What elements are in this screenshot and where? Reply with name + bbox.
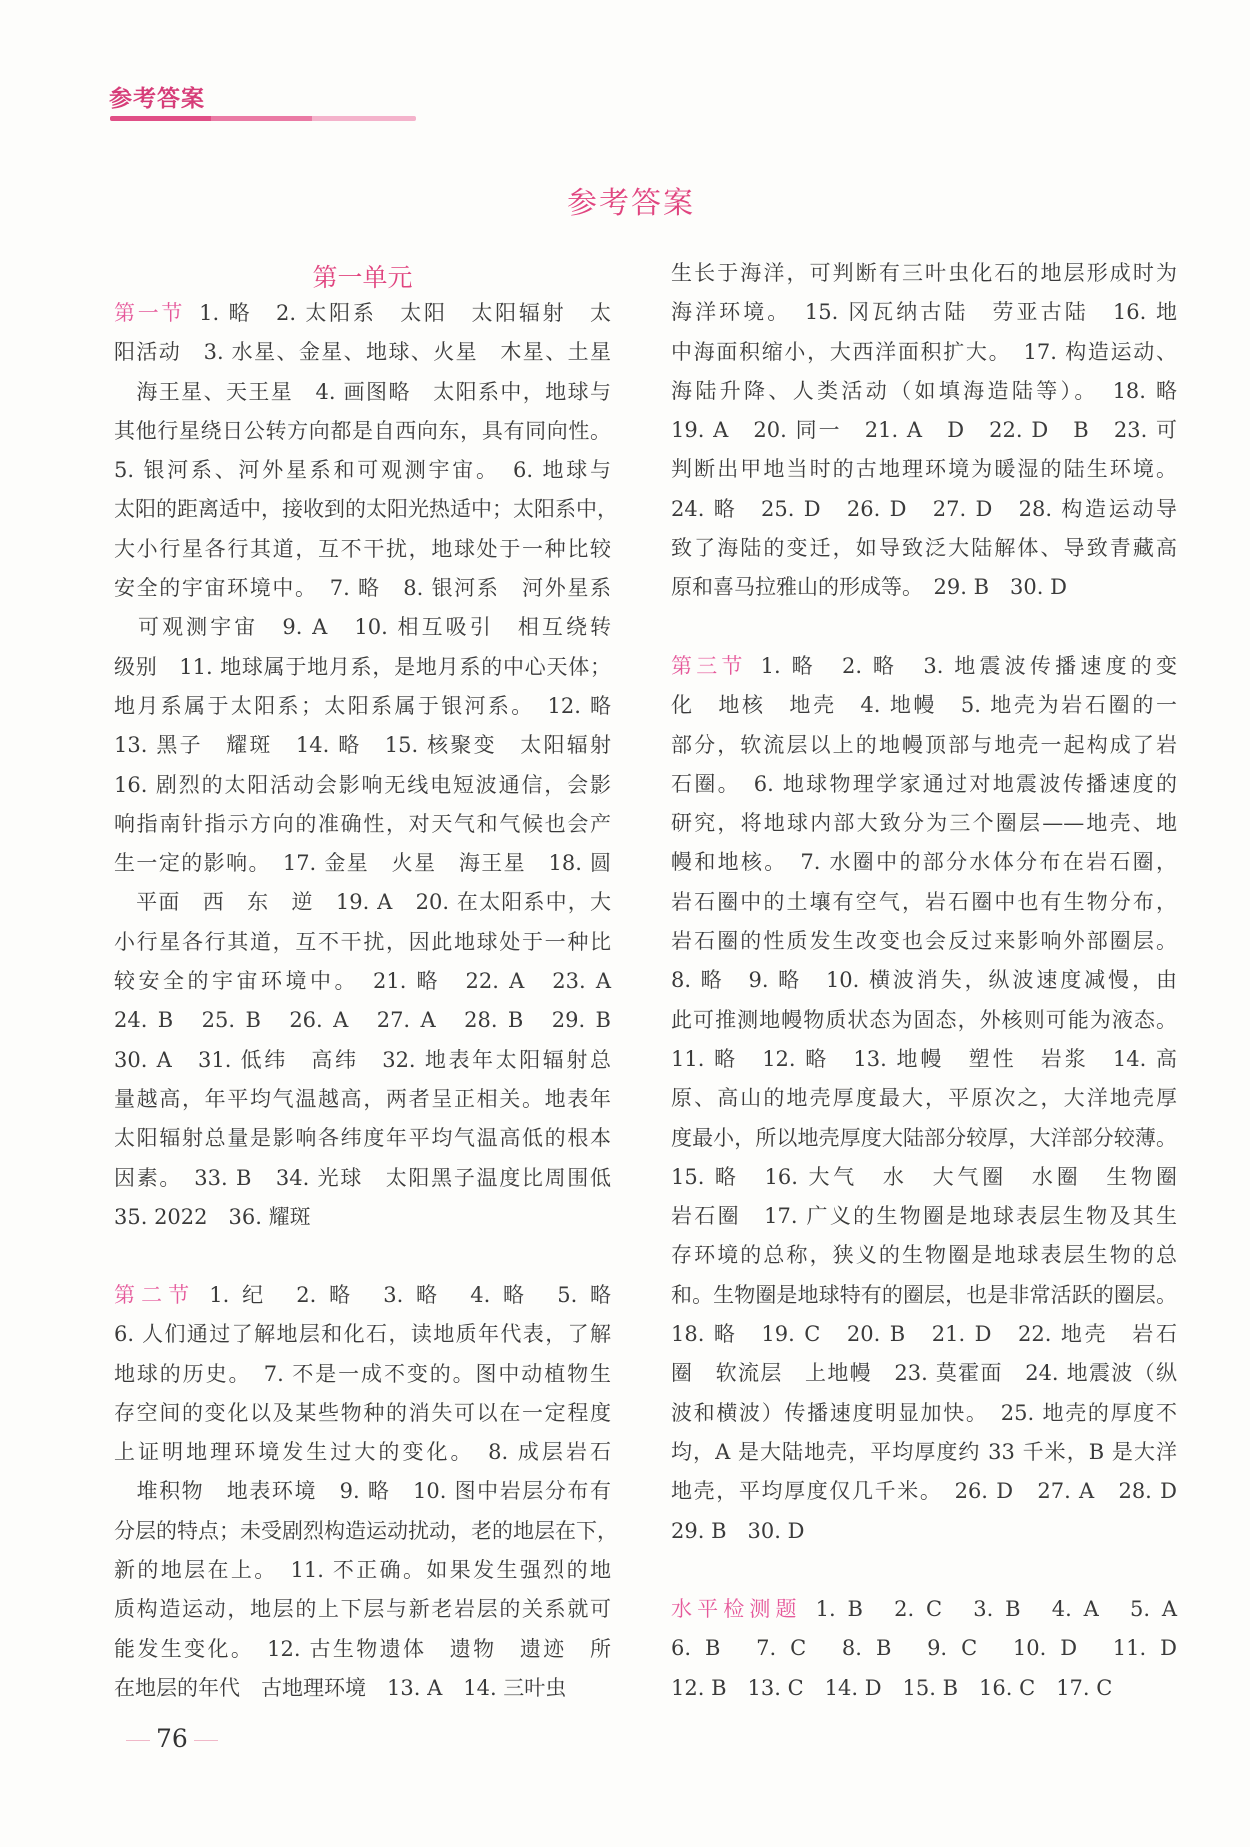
answer-text: 可观测宇宙 9. A 10. 相互吸引 相互绕转 bbox=[114, 615, 611, 640]
answer-text: 13. 黑子 耀斑 14. 略 15. 核聚变 太阳辐射 bbox=[114, 733, 611, 758]
answer-text: 岩石圈的性质发生改变也会反过来影响外部圈层。 bbox=[671, 929, 1177, 954]
answer-text: 存空间的变化以及某些物种的消失可以在一定程度 bbox=[114, 1400, 611, 1425]
answer-text: 8. 略 9. 略 10. 横波消失，纵波速度减慢，由 bbox=[671, 968, 1177, 993]
answer-line bbox=[114, 1080, 611, 1119]
answer-text: 地壳，平均厚度仅几千米。 26. D 27. A 28. D bbox=[671, 1479, 1177, 1504]
section-2-answers-continued bbox=[671, 254, 1177, 608]
answer-text: 6. 人们通过了解地层和化石，读地质年代表，了解 bbox=[114, 1322, 611, 1347]
answer-text: 太阳的距离适中，接收到的太阳光热适中；太阳系中， bbox=[114, 497, 618, 522]
answer-text: 和。生物圈是地球特有的圈层，也是非常活跃的圈层。 bbox=[671, 1282, 1177, 1307]
answer-text: 地月系属于太阳系；太阳系属于银河系。 12. 略 bbox=[114, 693, 611, 718]
answer-text: 海陆升降、人类活动（如填海造陆等）。 18. 略 bbox=[671, 378, 1177, 403]
answer-line bbox=[671, 568, 1177, 607]
answer-text: 大小行星各行其道，互不干扰，地球处于一种比较 bbox=[114, 536, 611, 561]
answer-text: 1. 略 2. 太阳系 太阳 太阳辐射 太 bbox=[199, 301, 612, 325]
answer-line bbox=[114, 530, 611, 569]
answer-line bbox=[114, 1394, 611, 1433]
answer-line bbox=[114, 883, 611, 922]
answer-text: 致了海陆的变迁，如导致泛大陆解体、导致青藏高 bbox=[671, 536, 1177, 561]
section-label: 第一节 bbox=[114, 301, 186, 325]
answer-line bbox=[671, 1119, 1177, 1158]
answer-text: 此可推测地幔物质状态为固态，外核则可能为液态。 bbox=[671, 1007, 1177, 1032]
answer-line bbox=[671, 765, 1177, 804]
answer-line bbox=[114, 1119, 611, 1158]
answer-text: 安全的宇宙环境中。 7. 略 8. 银河系 河外星系 bbox=[114, 576, 611, 601]
answer-text: 级别 11. 地球属于地月系，是地月系的中心天体； bbox=[114, 654, 611, 679]
answer-line bbox=[671, 1472, 1177, 1511]
answer-text: 15. 略 16. 大气 水 大气圈 水圈 生物圈 bbox=[671, 1164, 1177, 1189]
answer-text: 1. B 2. C 3. B 4. A 5. A bbox=[815, 1597, 1177, 1621]
answer-text: 中海面积缩小，大西洋面积扩大。 17. 构造运动、 bbox=[671, 339, 1177, 364]
page-number bbox=[120, 1724, 224, 1753]
answer-line bbox=[114, 1512, 618, 1551]
answer-line bbox=[114, 1159, 611, 1198]
answer-text: 上证明地理环境发生过大的变化。 8. 成层岩石 bbox=[114, 1440, 611, 1465]
answer-text: 12. B 13. C 14. D 15. B 16. C 17. C bbox=[671, 1675, 1113, 1700]
page-title: 参考答案 bbox=[567, 186, 695, 221]
answer-text: 研究，将地球内部大致分为三个圈层——地壳、地 bbox=[671, 811, 1177, 836]
answer-text: 1. 纪 2. 略 3. 略 4. 略 5. 略 bbox=[209, 1283, 612, 1307]
answer-line bbox=[671, 922, 1177, 961]
answer-line bbox=[114, 1198, 611, 1237]
answer-line bbox=[671, 961, 1177, 1000]
answer-text: 24. 略 25. D 26. D 27. D 28. 构造运动导 bbox=[671, 496, 1177, 521]
running-header: 参考答案 bbox=[109, 86, 205, 112]
header-accent-bar bbox=[110, 116, 416, 121]
answer-line bbox=[671, 293, 1177, 332]
answer-line bbox=[114, 962, 611, 1001]
answer-text: 18. 略 19. C 20. B 21. D 22. 地壳 岩石 bbox=[671, 1322, 1177, 1347]
section-1-answers bbox=[114, 294, 618, 1237]
answer-line bbox=[671, 333, 1177, 372]
answer-text: 石圈。 6. 地球物理学家通过对地震波传播速度的 bbox=[671, 771, 1177, 796]
answer-line bbox=[114, 490, 618, 529]
answer-line bbox=[114, 805, 611, 844]
answer-line bbox=[671, 647, 1177, 686]
answer-text: 化 地核 地壳 4. 地幔 5. 地壳为岩石圈的一 bbox=[671, 693, 1177, 718]
answer-text: 原和喜马拉雅山的形成等。 29. B 30. D bbox=[671, 575, 1067, 600]
answer-text: 新的地层在上。 11. 不正确。如果发生强烈的地 bbox=[114, 1558, 611, 1583]
answer-text: 5. 银河系、河外星系和可观测宇宙。 6. 地球与 bbox=[114, 458, 611, 483]
answer-line bbox=[114, 1590, 611, 1629]
answer-line bbox=[671, 372, 1177, 411]
answer-line bbox=[671, 1315, 1177, 1354]
answer-line bbox=[114, 1472, 611, 1511]
page-number-rule-left bbox=[126, 1740, 150, 1741]
answer-text: 6. B 7. C 8. B 9. C 10. D 11. D bbox=[671, 1636, 1177, 1661]
answer-line bbox=[671, 529, 1177, 568]
answer-line bbox=[671, 1197, 1177, 1236]
answer-text: 存环境的总称，狭义的生物圈是地球表层生物的总 bbox=[671, 1243, 1177, 1268]
answer-line bbox=[671, 1276, 1177, 1315]
answer-line bbox=[671, 804, 1177, 843]
answer-text: 平面 西 东 逆 19. A 20. 在太阳系中，大 bbox=[114, 890, 611, 915]
answer-text: 生一定的影响。 17. 金星 火星 海王星 18. 圆 bbox=[114, 851, 611, 876]
answer-line bbox=[671, 1158, 1177, 1197]
answer-line bbox=[671, 883, 1177, 922]
section-label: 第三节 bbox=[671, 654, 747, 678]
answer-line bbox=[114, 1001, 611, 1040]
answer-text: 海王星、天王星 4. 画图略 太阳系中，地球与 bbox=[114, 379, 611, 404]
page-number-text: 76 bbox=[156, 1724, 188, 1753]
answer-text: 海洋环境。 15. 冈瓦纳古陆 劳亚古陆 16. 地 bbox=[671, 300, 1177, 325]
answer-line bbox=[114, 1276, 611, 1315]
answer-text: 堆积物 地表环境 9. 略 10. 图中岩层分布有 bbox=[114, 1479, 611, 1504]
answer-text: 29. B 30. D bbox=[671, 1518, 805, 1543]
answer-line bbox=[671, 254, 1177, 293]
answer-line bbox=[114, 569, 611, 608]
answer-text: 30. A 31. 低纬 高纬 32. 地表年太阳辐射总 bbox=[114, 1047, 611, 1072]
answer-line bbox=[114, 923, 611, 962]
answer-line bbox=[671, 1590, 1177, 1629]
answer-line bbox=[114, 687, 611, 726]
answer-text: 质构造运动，地层的上下层与新老岩层的关系就可 bbox=[114, 1597, 611, 1622]
section-2-answers bbox=[114, 1276, 618, 1708]
answer-line bbox=[114, 1315, 611, 1354]
section-3-answers bbox=[671, 647, 1177, 1551]
answer-line bbox=[671, 1236, 1177, 1275]
answer-line bbox=[114, 294, 611, 333]
answer-line bbox=[114, 766, 611, 805]
answer-text: 35. 2022 36. 耀斑 bbox=[114, 1204, 311, 1229]
answer-line bbox=[671, 1079, 1177, 1118]
answer-line bbox=[114, 1630, 611, 1669]
answer-line bbox=[671, 726, 1177, 765]
section-label: 水平检测题 bbox=[671, 1597, 802, 1621]
answer-text: 能发生变化。 12. 古生物遗体 遗物 遗迹 所 bbox=[114, 1636, 611, 1661]
answer-line bbox=[671, 1354, 1177, 1393]
answer-line bbox=[671, 450, 1177, 489]
section-label: 第二节 bbox=[114, 1283, 196, 1307]
answer-line bbox=[114, 844, 611, 883]
answer-text: 原、高山的地壳厚度最大，平原次之，大洋地壳厚 bbox=[671, 1086, 1177, 1111]
answer-text: 幔和地核。 7. 水圈中的部分水体分布在岩石圈， bbox=[671, 850, 1177, 875]
answer-text: 11. 略 12. 略 13. 地幔 塑性 岩浆 14. 高 bbox=[671, 1046, 1177, 1071]
answer-line bbox=[114, 1669, 611, 1708]
answer-text: 量越高，年平均气温越高，两者呈正相关。地表年 bbox=[114, 1086, 611, 1111]
answer-line bbox=[114, 1551, 611, 1590]
answer-line bbox=[671, 1669, 1177, 1708]
answer-text: 部分，软流层以上的地幔顶部与地壳一起构成了岩 bbox=[671, 732, 1177, 757]
answer-text: 太阳辐射总量是影响各纬度年平均气温高低的根本 bbox=[114, 1126, 611, 1151]
answer-line bbox=[114, 648, 611, 687]
answer-line bbox=[114, 412, 611, 451]
answer-text: 在地层的年代 古地理环境 13. A 14. 三叶虫 bbox=[114, 1675, 567, 1700]
page-number-rule-right bbox=[194, 1740, 218, 1741]
answer-text: 24. B 25. B 26. A 27. A 28. B 29. B bbox=[114, 1008, 611, 1033]
answer-line bbox=[114, 373, 611, 412]
answer-line bbox=[114, 451, 611, 490]
answer-line bbox=[671, 1394, 1177, 1433]
answer-text: 1. 略 2. 略 3. 地震波传播速度的变 bbox=[760, 654, 1178, 678]
answer-line bbox=[114, 608, 611, 647]
answer-text: 波和横波）传播速度明显加快。 25. 地壳的厚度不 bbox=[671, 1400, 1177, 1425]
answer-text: 度最小，所以地壳厚度大陆部分较厚，大洋部分较薄。 bbox=[671, 1125, 1177, 1150]
answer-text: 分层的特点；未受剧烈构造运动扰动，老的地层在下， bbox=[114, 1518, 618, 1543]
answer-text: 19. A 20. 同一 21. A D 22. D B 23. 可 bbox=[671, 418, 1177, 443]
answer-text: 16. 剧烈的太阳活动会影响无线电短波通信，会影 bbox=[114, 772, 611, 797]
answer-text: 岩石圈 17. 广义的生物圈是地球表层生物及其生 bbox=[671, 1204, 1177, 1229]
answer-text: 小行星各行其道，互不干扰，因此地球处于一种比 bbox=[114, 929, 611, 954]
answer-text: 其他行星绕日公转方向都是自西向东，具有同向性。 bbox=[114, 418, 611, 443]
answer-text: 圈 软流层 上地幔 23. 莫霍面 24. 地震波（纵 bbox=[671, 1361, 1177, 1386]
answer-line bbox=[671, 1040, 1177, 1079]
level-test-answers bbox=[671, 1590, 1177, 1708]
answer-text: 均，A 是大陆地壳，平均厚度约 33 千米，B 是大洋 bbox=[671, 1439, 1177, 1464]
answer-text: 响指南针指示方向的准确性，对天气和气候也会产 bbox=[114, 811, 611, 836]
answer-text: 岩石圈中的土壤有空气，岩石圈中也有生物分布， bbox=[671, 889, 1177, 914]
answer-line bbox=[671, 490, 1177, 529]
answer-text: 生长于海洋，可判断有三叶虫化石的地层形成时为 bbox=[671, 261, 1177, 285]
answer-line bbox=[671, 843, 1177, 882]
answer-line bbox=[671, 1629, 1177, 1668]
answer-text: 阳活动 3. 水星、金星、地球、火星 木星、土星 bbox=[114, 340, 611, 365]
answer-line bbox=[114, 726, 611, 765]
answer-line bbox=[671, 1512, 1177, 1551]
answer-line bbox=[671, 686, 1177, 725]
answer-text: 判断出甲地当时的古地理环境为暖湿的陆生环境。 bbox=[671, 457, 1177, 482]
answer-line bbox=[114, 1041, 611, 1080]
answer-line bbox=[671, 1433, 1177, 1472]
answer-line bbox=[114, 1433, 611, 1472]
answer-line bbox=[671, 411, 1177, 450]
answer-text: 地球的历史。 7. 不是一成不变的。图中动植物生 bbox=[114, 1361, 611, 1386]
answer-line bbox=[671, 1001, 1177, 1040]
answer-text: 因素。 33. B 34. 光球 太阳黑子温度比周围低 bbox=[114, 1165, 611, 1190]
unit-title: 第一单元 bbox=[312, 263, 413, 292]
answer-line bbox=[114, 333, 611, 372]
answer-text: 较安全的宇宙环境中。 21. 略 22. A 23. A bbox=[114, 969, 611, 994]
answer-line bbox=[114, 1355, 611, 1394]
